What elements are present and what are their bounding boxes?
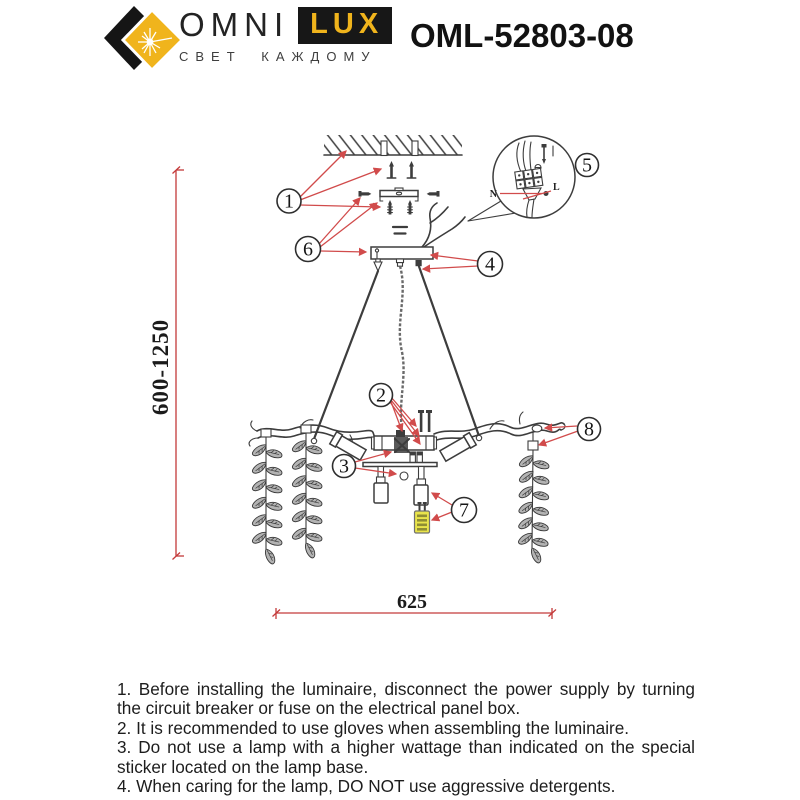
terminal-block bbox=[515, 168, 543, 188]
neutral-label: N bbox=[489, 189, 497, 200]
lamp-shade-left bbox=[374, 483, 388, 503]
svg-text:4: 4 bbox=[485, 253, 495, 276]
callout-8 bbox=[578, 418, 601, 441]
svg-text:2: 2 bbox=[376, 384, 386, 407]
callout-6 bbox=[296, 237, 321, 262]
svg-text:6: 6 bbox=[303, 238, 313, 261]
model-number: OML-52803-08 bbox=[410, 17, 634, 54]
mounting-bracket bbox=[380, 188, 418, 201]
svg-text:7: 7 bbox=[459, 499, 469, 522]
ceiling-canopy bbox=[371, 247, 433, 271]
led-bulb-icon bbox=[415, 502, 430, 533]
instruction-item-2: 2. It is recommended to use gloves when assembling the luminaire. bbox=[117, 717, 630, 738]
svg-text:8: 8 bbox=[584, 418, 594, 441]
svg-text:5: 5 bbox=[582, 154, 592, 177]
callout-3 bbox=[333, 455, 356, 478]
brand-name-lux: LUX bbox=[298, 7, 392, 44]
instruction-item-3: 3. Do not use a lamp with a higher wattage than indicated on the special sticker located on the lamp base. bbox=[117, 737, 695, 777]
callout-2 bbox=[370, 384, 393, 407]
lamp-holder-right bbox=[439, 433, 476, 462]
brand-tagline: СВЕТ КАЖДОМУ bbox=[179, 49, 377, 64]
fixture-center-body bbox=[372, 410, 437, 464]
lower-bar-assembly bbox=[363, 463, 437, 506]
expansion-bolt-icon bbox=[387, 161, 415, 178]
height-dimension-label: 600-1250 bbox=[148, 318, 173, 416]
mains-wires bbox=[422, 203, 465, 247]
leaf-strand-right bbox=[517, 432, 550, 564]
bracket-bottom-screws bbox=[388, 200, 413, 215]
safety-instructions bbox=[117, 680, 695, 796]
leaf-strand-left-1 bbox=[251, 429, 283, 565]
instruction-item-1: 1. Before installing the luminaire, disconnect the power supply by turning the circuit breaker or fuse on the electrical panel box. bbox=[117, 679, 695, 719]
svg-text:1: 1 bbox=[284, 190, 294, 213]
decor-ball bbox=[400, 472, 408, 480]
equals-mark bbox=[393, 227, 407, 234]
live-label: L bbox=[553, 182, 560, 193]
dimension-height bbox=[148, 167, 184, 560]
leaf-strand-left-2 bbox=[291, 425, 323, 559]
svg-text:3: 3 bbox=[339, 455, 349, 478]
callout-5 bbox=[576, 154, 599, 177]
wiring-detail-balloon bbox=[468, 136, 575, 221]
power-cord bbox=[400, 266, 404, 430]
instruction-item-4: 4. When caring for the lamp, DO NOT use aggressive detergents. bbox=[117, 776, 616, 797]
callout-1 bbox=[277, 189, 301, 213]
brand-name-omni: OMNI bbox=[179, 6, 290, 43]
width-dimension-label: 625 bbox=[397, 591, 427, 613]
callout-4 bbox=[478, 252, 503, 277]
dimension-width bbox=[273, 591, 557, 619]
callout-7 bbox=[452, 498, 477, 523]
